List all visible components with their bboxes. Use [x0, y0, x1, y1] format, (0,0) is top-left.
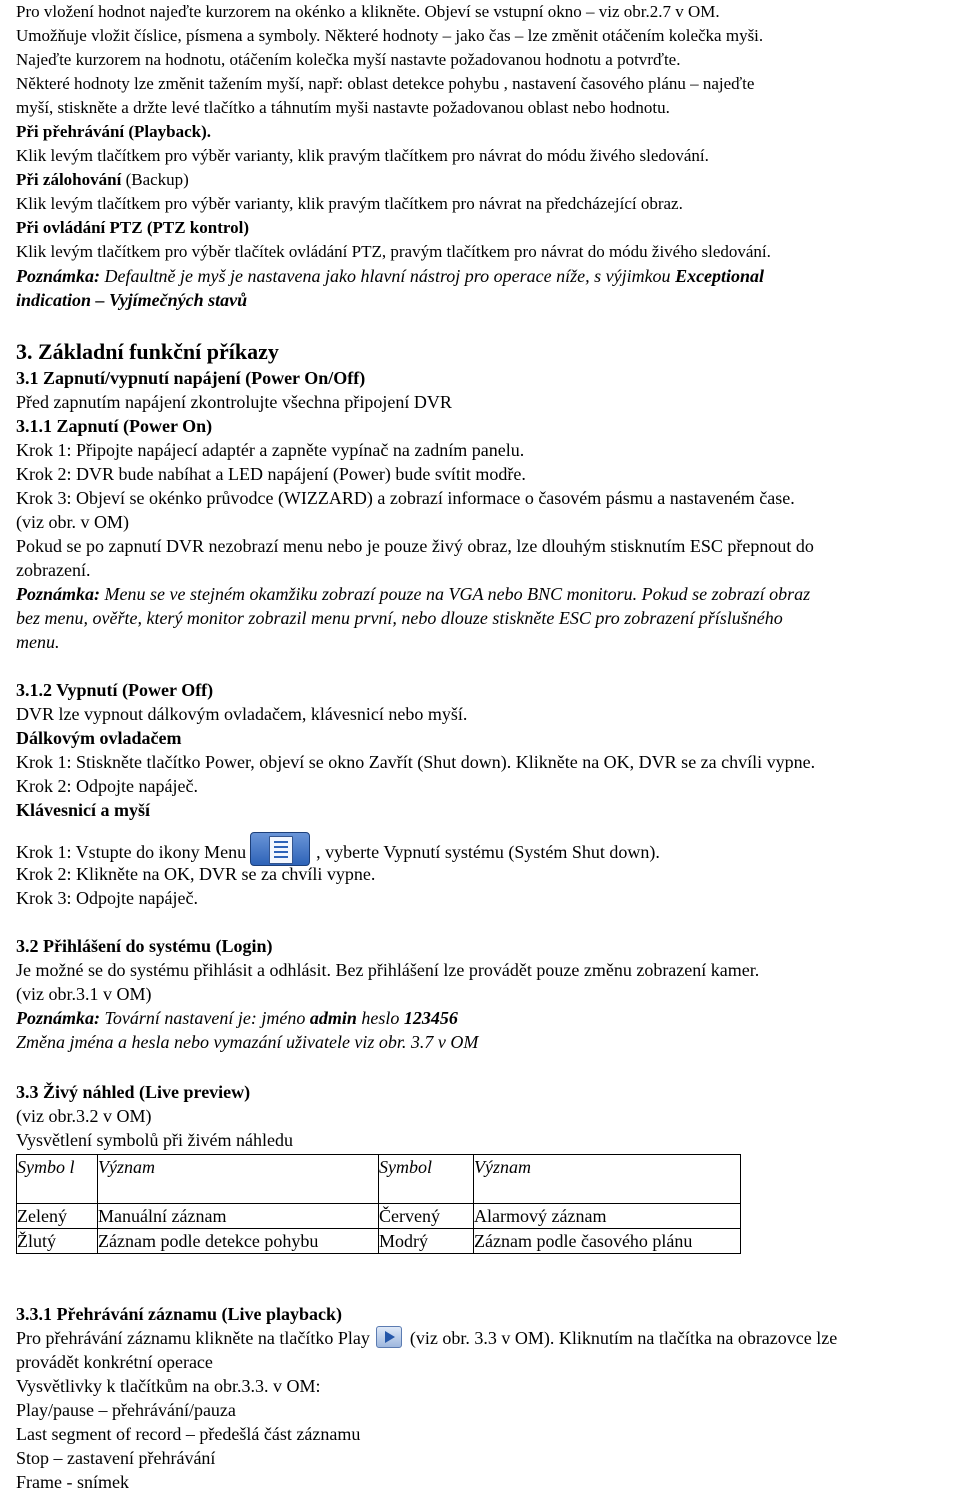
playback-heading: Při přehrávání (Playback).: [16, 122, 212, 141]
esc-text-2: zobrazení.: [16, 560, 91, 580]
mouse-note: [16, 264, 764, 288]
login-note-a: Tovární nastavení je: jméno: [100, 1008, 310, 1028]
intro-line-3: Najeďte kurzorem na hodnotu, otáčením kolečka myší nastavte požadovanou hodnotu a potvrďte.: [16, 50, 681, 69]
keyboard-step-1-a: Krok 1: Vstupte do ikony Menu: [16, 842, 247, 862]
keyboard-step-2: Krok 2: Klikněte na OK, DVR se za chvíli vypne.: [16, 864, 376, 884]
section-3-2-title: 3.2 Přihlášení do systému (Login): [16, 936, 273, 956]
power-on-step-2: Krok 2: DVR bude nabíhat a LED napájení (Power) bude svítit modře.: [16, 464, 526, 484]
table-cell: Červený: [379, 1204, 474, 1229]
keyboard-step-3: Krok 3: Odpojte napáječ.: [16, 888, 198, 908]
table-header-row: [17, 1155, 741, 1204]
ptz-text: Klik levým tlačítkem pro výběr tlačítek ovládání PTZ, pravým tlačítkem pro návrat do módu živého sledování.: [16, 242, 771, 261]
table-header-cell: Význam: [474, 1155, 741, 1204]
monitor-note-1: [16, 582, 810, 606]
playback-line-6: Stop – zastavení přehrávání: [16, 1448, 216, 1468]
remote-heading: Dálkovým ovladačem: [16, 728, 182, 748]
mouse-note-line-2: indication – Vyjímečných stavů: [16, 290, 248, 310]
keyboard-step-1: [16, 832, 660, 866]
table-row: [17, 1229, 741, 1254]
power-on-step-1: Krok 1: Připojte napájecí adaptér a zapněte vypínač na zadním panelu.: [16, 440, 525, 460]
section-3-title: 3. Základní funkční příkazy: [16, 339, 279, 364]
table-cell: Záznam podle detekce pohybu: [98, 1229, 379, 1254]
note-bold: Exceptional: [675, 266, 765, 286]
section-3-1-1-title: 3.1.1 Zapnutí (Power On): [16, 416, 213, 436]
section-3-1-text: Před zapnutím napájení zkontrolujte všechna připojení DVR: [16, 392, 452, 412]
login-note: [16, 1006, 458, 1030]
playback-line-1: [16, 1326, 837, 1350]
symbol-table: [16, 1154, 741, 1254]
monitor-note-text: Menu se ve stejném okamžiku zobrazí pouze na VGA nebo BNC monitoru. Pokud se zobrazí obraz: [100, 584, 811, 604]
ptz-heading: Při ovládání PTZ (PTZ kontrol): [16, 218, 249, 237]
section-3-3-title: 3.3 Živý náhled (Live preview): [16, 1082, 251, 1102]
playback-line-3: Vysvětlivky k tlačítkům na obr.3.3. v OM:: [16, 1376, 321, 1396]
esc-text-1: Pokud se po zapnutí DVR nezobrazí menu nebo je pouze živý obraz, lze dlouhým stisknutím ESC přepnout do: [16, 536, 814, 556]
table-header-cell: Symbo l: [17, 1155, 98, 1204]
intro-line-4: Některé hodnoty lze změnit tažením myší, např: oblast detekce pohybu , nastavení časového plánu – najeďte: [16, 74, 755, 93]
power-on-step-3: Krok 3: Objeví se okénko průvodce (WIZZARD) a zobrazí informace o časovém pásmu a nastaveném čase.: [16, 488, 795, 508]
section-3-1-2-title: 3.1.2 Vypnutí (Power Off): [16, 680, 214, 700]
table-cell: Modrý: [379, 1229, 474, 1254]
login-note-label: Poznámka:: [16, 1008, 101, 1028]
table-cell: Manuální záznam: [98, 1204, 379, 1229]
login-ref: (viz obr.3.1 v OM): [16, 984, 152, 1004]
playback-line-1-a: Pro přehrávání záznamu klikněte na tlačítko Play: [16, 1328, 370, 1348]
playback-line-5: Last segment of record – předešlá část záznamu: [16, 1424, 361, 1444]
table-cell: Alarmový záznam: [474, 1204, 741, 1229]
section-3-3-1-title: 3.3.1 Přehrávání záznamu (Live playback): [16, 1304, 342, 1324]
power-off-text: DVR lze vypnout dálkovým ovladačem, klávesnicí nebo myší.: [16, 704, 468, 724]
note-text: Defaultně je myš je nastavena jako hlavní nástroj pro operace níže, s výjimkou: [100, 266, 676, 286]
table-cell: Zelený: [17, 1204, 98, 1229]
keyboard-step-1-b: , vyberte Vypnutí systému (Systém Shut down).: [316, 842, 660, 862]
intro-line-1: Pro vložení hodnot najeďte kurzorem na okénko a klikněte. Objeví se vstupní okno – viz obr.2.7 v OM.: [16, 2, 720, 21]
login-note-2: Změna jména a hesla nebo vymazání uživatele viz obr. 3.7 v OM: [16, 1032, 479, 1052]
remote-step-1: Krok 1: Stiskněte tlačítko Power, objeví se okno Zavřít (Shut down). Klikněte na OK, DVR se za chvíli vypne.: [16, 752, 816, 772]
section-3-1-title: 3.1 Zapnutí/vypnutí napájení (Power On/Off): [16, 368, 366, 388]
playback-line-2: provádět konkrétní operace: [16, 1352, 213, 1372]
power-on-ref: (viz obr. v OM): [16, 512, 129, 532]
monitor-note-3: menu.: [16, 632, 60, 652]
note-label: Poznámka:: [16, 266, 101, 286]
playback-text: Klik levým tlačítkem pro výběr varianty, klik pravým tlačítkem pro návrat do módu živého sledování.: [16, 146, 709, 165]
live-text: Vysvětlení symbolů při živém náhledu: [16, 1130, 293, 1150]
live-ref: (viz obr.3.2 v OM): [16, 1106, 152, 1126]
login-note-user: admin: [309, 1008, 357, 1028]
menu-icon: [250, 832, 310, 866]
table-header-cell: Význam: [98, 1155, 379, 1204]
playback-line-4: Play/pause – přehrávání/pauza: [16, 1400, 236, 1420]
monitor-note-label: Poznámka:: [16, 584, 101, 604]
login-note-pass: 123456: [403, 1008, 458, 1028]
playback-line-1-b: (viz obr. 3.3 v OM). Kliknutím na tlačítka na obrazovce lze: [409, 1328, 838, 1348]
backup-heading: [16, 168, 189, 192]
intro-line-5: myší, stiskněte a držte levé tlačítko a táhnutím myši nastavte požadovanou oblast nebo hodnotu.: [16, 98, 670, 117]
table-cell: Záznam podle časového plánu: [474, 1229, 741, 1254]
table-cell: Žlutý: [17, 1229, 98, 1254]
intro-line-2: Umožňuje vložit číslice, písmena a symboly. Některé hodnoty – jako čas – lze změnit otáčením kolečka myši.: [16, 26, 764, 45]
play-icon: [376, 1326, 402, 1348]
playback-line-7: Frame - snímek: [16, 1472, 129, 1492]
backup-heading-rest: (Backup): [121, 170, 189, 189]
login-note-b: heslo: [356, 1008, 404, 1028]
monitor-note-2: bez menu, ověřte, který monitor zobrazil menu první, nebo dlouze stiskněte ESC pro zobrazení příslušného: [16, 608, 783, 628]
remote-step-2: Krok 2: Odpojte napáječ.: [16, 776, 198, 796]
login-text: Je možné se do systému přihlásit a odhlásit. Bez přihlášení lze provádět pouze změnu zobrazení kamer.: [16, 960, 760, 980]
keyboard-heading: Klávesnicí a myší: [16, 800, 150, 820]
backup-text: Klik levým tlačítkem pro výběr varianty, klik pravým tlačítkem pro návrat na předcházející obraz.: [16, 194, 683, 213]
table-row: [17, 1204, 741, 1229]
backup-heading-bold: Při zálohování: [16, 170, 122, 189]
table-header-cell: Symbol: [379, 1155, 474, 1204]
